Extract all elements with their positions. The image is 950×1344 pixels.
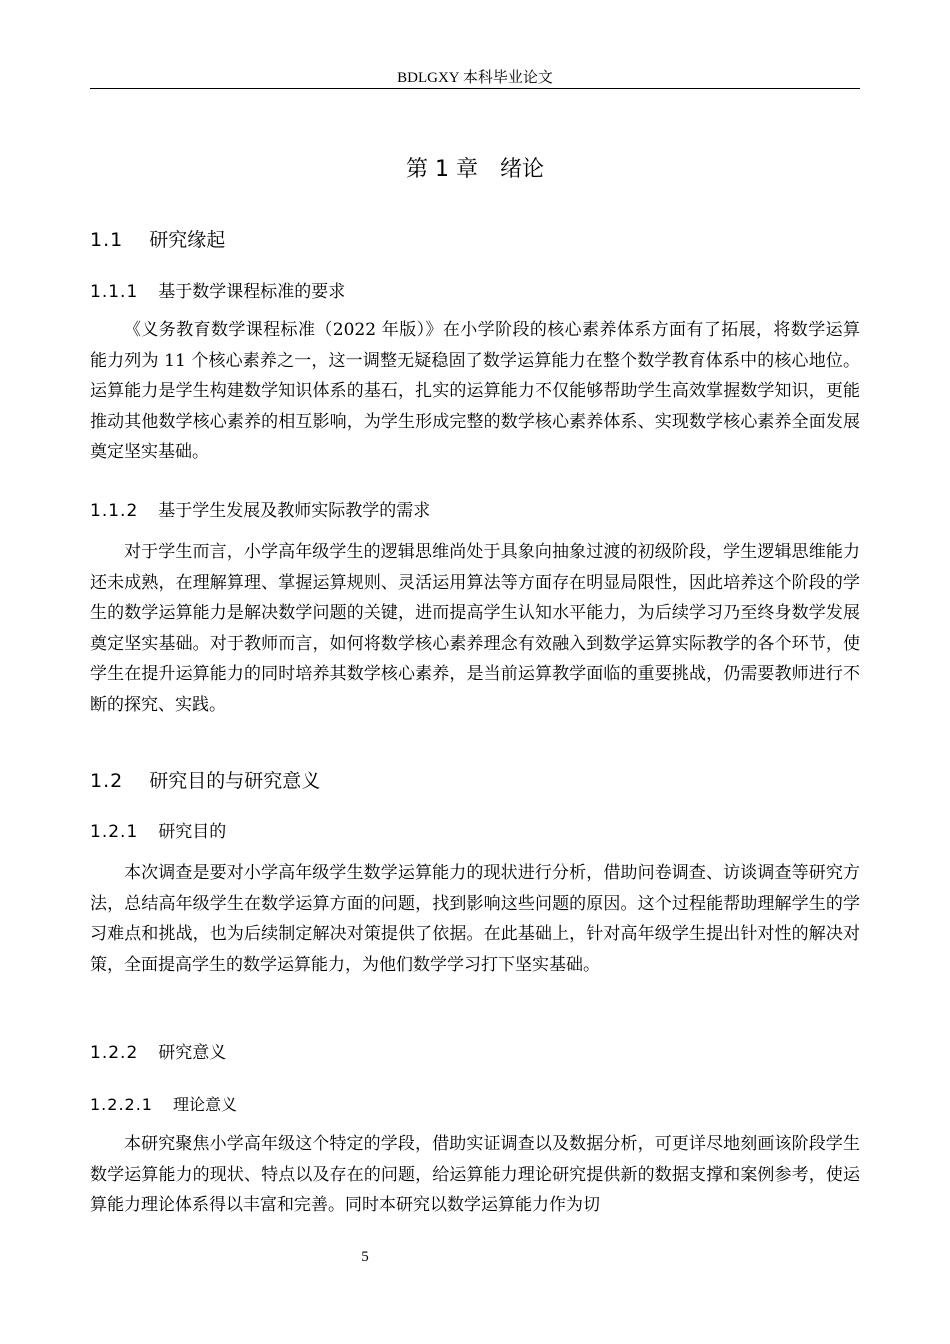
section-number: 1.1: [90, 229, 124, 251]
header-rule: [90, 88, 860, 89]
section-heading-1-1: [90, 226, 225, 254]
subsection-number: 1.1.1: [90, 282, 139, 302]
subsection-title: 基于数学课程标准的要求: [158, 282, 346, 302]
section-number: 1.2: [90, 770, 124, 792]
subsection-title: 研究意义: [158, 1043, 227, 1063]
section-title: 研究缘起: [149, 229, 226, 251]
section-title: 研究目的与研究意义: [149, 770, 321, 792]
subsection-number: 1.1.2: [90, 501, 139, 521]
subsubsection-title: 理论意义: [172, 1095, 237, 1114]
subsection-heading-1-1-1: [90, 279, 345, 305]
paragraph-1-1-2: 对于学生而言，小学高年级学生的逻辑思维尚处于具象向抽象过渡的初级阶段，学生逻辑思维能力还未成熟，在理解算理、掌握运算规则、灵活运用算法等方面存在明显局限性，因此培养这个阶段的学生的数学运算能力是解决数学问题的关键，进而提高学生认知水平能力，为后续学习乃至终身数学发展奠定坚实基础。对于教师而言，如何将数学核心素养理念有效融入到数学运算实际教学的各个环节，使学生在提升运算能力的同时培养其数学核心素养，是当前运算教学面临的重要挑战，仍需要教师进行不断的探究、实践。: [90, 542, 860, 715]
subsection-heading-1-2-2: [90, 1040, 226, 1066]
subsection-number: 1.2.2: [90, 1043, 139, 1063]
paragraph-1-2-1: 本次调查是要对小学高年级学生数学运算能力的现状进行分析，借助问卷调查、访谈调查等研究方法，总结高年级学生在数学运算方面的问题，找到影响这些问题的原因。这个过程能帮助理解学生的学习难点和挑战，也为后续制定解决对策提供了依据。在此基础上，针对高年级学生提出针对性的解决对策，全面提高学生的数学运算能力，为他们数学学习打下坚实基础。: [90, 863, 860, 975]
subsection-heading-1-2-1: [90, 819, 226, 845]
subsection-heading-1-1-2: [90, 498, 430, 524]
paragraph-1-1-1: 《义务教育数学课程标准（2022 年版）》在小学阶段的核心素养体系方面有了拓展，将数学运算能力列为 11 个核心素养之一，这一调整无疑稳固了数学运算能力在整个数学教育体系中的核心地位。运算能力是学生构建数学知识体系的基石，扎实的运算能力不仅能够帮助学生高效掌握数学知识，更能推动其他数学核心素养的相互影响，为学生形成完整的数学核心素养体系、实现数学核心素养全面发展奠定坚实基础。: [90, 320, 860, 462]
subsection-number: 1.2.1: [90, 822, 139, 842]
subsection-title: 研究目的: [158, 822, 227, 842]
subsection-title: 基于学生发展及教师实际教学的需求: [158, 501, 431, 521]
subsubsection-heading-1-2-2-1: [90, 1092, 237, 1118]
subsubsection-number: 1.2.2.1: [90, 1095, 153, 1114]
paragraph-1-2-2-1: 本研究聚焦小学高年级这个特定的学段，借助实证调查以及数据分析，可更详尽地刻画该阶段学生数学运算能力的现状、特点以及存在的问题，给运算能力理论研究提供新的数据支撑和案例参考，使运算能力理论体系得以丰富和完善。同时本研究以数学运算能力作为切: [90, 1134, 860, 1215]
chapter-title: 第 1 章 绪论: [406, 157, 544, 182]
running-header: BDLGXY 本科毕业论文: [397, 70, 553, 86]
page-number: 5: [361, 1249, 369, 1265]
section-heading-1-2: [90, 767, 320, 795]
